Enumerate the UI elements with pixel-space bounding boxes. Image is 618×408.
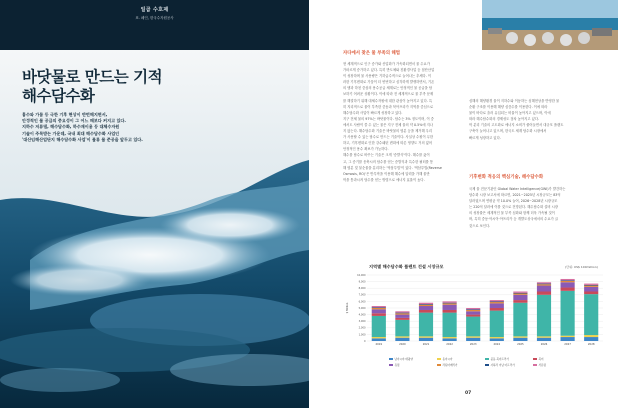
bar-segment	[490, 303, 504, 308]
bar-segment	[537, 286, 551, 292]
legend-label: 사하라 이남 아프리카	[490, 364, 515, 367]
desalination-plant-photo	[482, 0, 618, 50]
bar-segment	[584, 286, 598, 287]
bar-segment	[395, 336, 409, 337]
bar-segment	[584, 287, 598, 292]
body-line: 구축이 늘어나고 있으며, 한국도 세계 담수화 시장에서	[469, 129, 547, 134]
body-line: Osmosis, RO)'은 반투막을 이용해 해수에 압력을 가해 물만	[343, 171, 430, 176]
bar-segment	[537, 295, 551, 337]
body-line: 물이 바다로 흘러 유입되는 비율이 높아지고 있으며, 이에	[469, 111, 551, 116]
intro-line: 기술이 주목받는 가운데, 국내 최대 해수담수화 사업인	[22, 130, 120, 136]
bar-segment	[372, 316, 386, 337]
y-tick-label: 4,000	[358, 313, 366, 317]
bar-segment	[490, 302, 504, 303]
bar-segment	[395, 313, 409, 314]
bar-segment	[372, 337, 386, 338]
legend-swatch	[533, 364, 537, 367]
body-column-left	[343, 61, 479, 183]
bar-segment	[395, 313, 409, 314]
legend-label: 유럽	[394, 364, 400, 367]
body-line: 를 해결하기 위해 대체수자원에 대한 관심이 높아지고 있다. 특	[343, 98, 433, 103]
x-tick-label: 2026	[540, 343, 548, 346]
intro-line: 지하수 저류댐, 해수담수화, 하수재이용 등 대체수자원	[22, 124, 120, 130]
bar-segment	[419, 305, 433, 306]
x-tick-label: 2025	[517, 343, 524, 346]
bar-segment	[466, 308, 480, 309]
title-line: 해수담수화	[22, 87, 95, 105]
intro-line: 안정적인 물 공급의 중요성이 그 어느 때보다 커지고 있다.	[22, 118, 126, 124]
legend-swatch	[485, 364, 489, 367]
intro-line: 흉수와 가뭄 등 극한 기후 현상이 반번해지면서,	[22, 112, 108, 117]
legend-item	[437, 357, 453, 361]
body-line: 달러였으며 연평균 약 10.0% 늘어, 2026~2028년 시장규모	[469, 199, 558, 204]
body-line: 며, 특히 중동·아시아·아프리카 등 개발도상국에서의 수요가 클	[469, 217, 559, 222]
bar-segment	[513, 293, 527, 294]
body-line: 이 성장하며 물 사용량은 기하급수적으로 늘어나는 추세다. 이	[343, 74, 432, 79]
bar-segment	[537, 284, 551, 285]
body-line: 담수화 시장 보고서에 따르면, 2021~2025년 시장규모는 83억	[469, 193, 561, 198]
legend-item	[389, 357, 413, 361]
section-heading: 자다에서 찾은 물 부족의 해법	[343, 51, 401, 56]
legend-label: 북미	[538, 358, 544, 361]
body-line: 하고, 기후변화로 인한 강수패턴 변화에 따른 영향도 거의 없어	[343, 141, 433, 146]
bar-segment	[513, 338, 527, 341]
bar-segment	[395, 320, 409, 337]
bar-segment	[419, 304, 433, 305]
legend-item	[485, 363, 515, 367]
bar-segment	[513, 292, 527, 293]
bar-segment	[372, 307, 386, 308]
body-line: 막을 통과시켜 담수를 얻는 방법으로 에너지 효율이 높다.	[343, 177, 425, 182]
article-title	[22, 68, 162, 106]
bar-segment	[537, 282, 551, 283]
body-line: 가파르게 증가하고 있다. 특히 반도체와 친환경사업 등 첨단산업	[343, 68, 435, 73]
body-line: 해수를 담수로 바꾸는 기술은 크게 '증발식'이다. 해수를 끓이	[343, 153, 430, 158]
y-tick-label: 3,000	[358, 320, 366, 324]
bar-segment	[561, 337, 575, 341]
bar-segment	[443, 310, 457, 313]
body-line: 가 사용할 수 있는 담수로 만드는 기술이다. 사실상 수원이 무한	[343, 135, 434, 140]
bar-segment	[372, 309, 386, 313]
bar-segment	[537, 292, 551, 295]
bar-segment	[561, 288, 575, 291]
body-line: 심해의 해양환경 물이 지하수와 이동하는 심해현상을 반영한 물	[469, 99, 560, 103]
bar-segment	[372, 313, 386, 316]
legend-label: 서유럽	[538, 364, 547, 367]
y-tick-label: 5,000	[358, 306, 366, 310]
x-tick-label: 2020	[399, 343, 406, 346]
bar-segment	[561, 281, 575, 282]
legend-label: 남아시아·태평양	[394, 358, 413, 361]
chart-title: 지역별 해수담수화 플랜트 건설 시장규모	[369, 264, 444, 269]
bar-segment	[395, 318, 409, 320]
y-axis-label: $ Million	[346, 302, 349, 314]
bar-segment	[584, 284, 598, 285]
body-line: 의 댐과 하천 중심의 용수공급 체계로는 안정적인 물 공급을 담	[343, 86, 433, 91]
x-tick-label: 2028	[587, 343, 595, 346]
body-line: 국제 물 전문기관인 Global Water Intelligence(GWI)가 발간하는	[469, 187, 566, 191]
body-line: 빠르게 성장하고 있다.	[469, 135, 501, 140]
bar-segment	[584, 294, 598, 335]
bar-segment	[419, 313, 433, 337]
y-tick-label: 8,000	[358, 287, 366, 291]
y-tick-label: 9,000	[358, 280, 366, 284]
legend-label: 라틴아메리카	[442, 364, 458, 367]
body-line: 러한 기후변화로 가뭄이 더 빈번하고 심각하게 발생하면서, 기존	[343, 80, 435, 85]
bar-segment	[443, 338, 457, 341]
body-line: 는 220억 달러에 이를 것으로 전망된다. 해수담수화 설비 시장	[469, 205, 558, 210]
body-line: 에서도 사람이 쓸 수 있는 물은 지구 전체 물의 약 0.5%에 지나	[343, 122, 433, 127]
legend-label: 중동·북아프리카	[490, 358, 509, 361]
x-tick-label: 2024	[493, 343, 501, 346]
body-line: 따라 해수담수화의 경제성도 점차 높아지고 있다.	[469, 117, 539, 122]
bar-segment	[490, 338, 504, 341]
body-line: 해 염분 및 불순물을 분리하는 '역삼투법'이 있다. '역삼투법(Reverse	[343, 165, 442, 170]
legend-item	[533, 357, 544, 361]
legend-item	[485, 357, 509, 361]
bar-segment	[395, 311, 409, 312]
bar-segment	[513, 295, 527, 300]
bar-segment	[419, 336, 433, 337]
legend-label: 동아시아	[442, 358, 453, 361]
body-line: 현 세계적으로 인구 증가와 산업화가 가속화되면서 물 수요가	[343, 62, 430, 66]
y-tick-label: 6,000	[358, 300, 366, 304]
y-tick-label: 0	[363, 339, 366, 343]
bar-segment	[490, 337, 504, 338]
bar-segment	[372, 306, 386, 307]
body-line: 지구 전체 물의 97%는 바닷물이다. 담수는 3% 정도이며, 이 중	[343, 116, 434, 121]
legend-swatch	[437, 358, 441, 361]
legend-swatch	[533, 358, 537, 361]
bar-segment	[419, 306, 433, 310]
bar-segment	[513, 336, 527, 337]
x-tick-label: 2027	[564, 343, 571, 346]
legend-item	[437, 363, 458, 367]
body-line: 의 성장률은 세계적인 물 부족 심화와 함께 더욱 가속될 것이	[469, 211, 555, 216]
intro-line: '대산임해산업단지 해수담수화 사업'이 물류 물 준공을 앞두고 있다.	[22, 136, 143, 142]
bar-segment	[419, 338, 433, 341]
bar-segment	[537, 284, 551, 285]
page-number: 07	[465, 391, 472, 396]
bar-segment	[443, 303, 457, 304]
section-header	[0, 6, 309, 21]
bar-segment	[513, 293, 527, 294]
bar-segment	[584, 337, 598, 341]
bar-segment	[466, 309, 480, 310]
y-tick-label: 1,000	[358, 333, 366, 337]
section-subtitle: 표. 페인, 한국수자원공사	[135, 16, 174, 20]
bar-segment	[466, 310, 480, 311]
bar-segment	[395, 338, 409, 341]
y-tick-label: 10,000	[357, 273, 366, 277]
body-line: 히 지리적으로 물이 부족한 중동과 북아프리카 지역을 중심으로	[343, 104, 434, 109]
bar-segment	[466, 336, 480, 337]
bar-segment	[490, 311, 504, 337]
body-line: 지 않는다. 해수담수화 기술은 바닷물의 염분 등을 제거해 우리	[343, 129, 433, 134]
body-line: 해수담수화 사업이 빠르게 성장하고 있다.	[343, 110, 403, 115]
bar-segment	[443, 301, 457, 302]
bar-segment	[490, 300, 504, 301]
bar-segment	[419, 303, 433, 304]
x-tick-label: 2023	[469, 343, 477, 346]
bar-segment	[443, 303, 457, 304]
legend-swatch	[389, 358, 393, 361]
x-tick-label: 2022	[446, 343, 453, 346]
legend-item	[389, 363, 400, 367]
body-line: 것으로 보인다.	[469, 223, 491, 228]
bar-segment	[584, 292, 598, 295]
title-line: 바닷물로 만드는 기적	[22, 68, 163, 86]
body-column-right-bottom	[469, 186, 605, 229]
bar-segment	[443, 337, 457, 338]
bar-segment	[466, 311, 480, 314]
bar-segment	[561, 282, 575, 287]
bar-segment	[466, 315, 480, 317]
y-tick-label: 2,000	[358, 326, 366, 330]
body-line: 안정적인 용수 확보가 가능하다.	[343, 147, 389, 152]
right-page	[309, 0, 618, 408]
bar-segment	[513, 300, 527, 303]
bar-segment	[584, 335, 598, 337]
bar-segment	[537, 336, 551, 337]
body-line: 순환 구조를 이용해 해양 심층수를 이용한다. 이에 따라	[469, 105, 548, 110]
bar-segment	[372, 338, 386, 341]
section-title: 일곱 수호제	[140, 7, 169, 13]
chart-unit: (단위: US$ 100million)	[565, 265, 598, 269]
bar-segment	[490, 301, 504, 302]
bar-segment	[561, 279, 575, 280]
body-column-right-top	[469, 98, 605, 141]
bar-segment	[466, 317, 480, 337]
bar-segment	[419, 310, 433, 313]
body-line: 보하기 어려운 상황이다. 이에 따라 전 세계적으로 물 부족 문제	[343, 92, 434, 97]
legend-item	[533, 363, 546, 367]
bar-segment	[561, 291, 575, 336]
bar-segment	[443, 305, 457, 310]
bar-segment	[466, 338, 480, 341]
bar-segment	[537, 338, 551, 341]
bar-segment	[395, 315, 409, 318]
bar-segment	[584, 285, 598, 286]
stacked-bar-chart	[345, 271, 607, 351]
x-tick-label: 2019	[375, 343, 383, 346]
section-heading: 기후변화 적응의 핵심기술, 해수담수화	[469, 175, 544, 180]
legend-swatch	[437, 364, 441, 367]
bar-segment	[561, 280, 575, 281]
body-line: 막 분리 기술의 고도화로 에너지 소비가 줄어들면서 대규모 플랜트	[469, 123, 564, 128]
legend-swatch	[389, 364, 393, 367]
bar-segment	[561, 336, 575, 337]
bar-segment	[490, 308, 504, 311]
x-tick-label: 2021	[422, 343, 430, 346]
bar-segment	[513, 303, 527, 337]
y-tick-label: 7,000	[358, 293, 366, 297]
article-intro	[22, 112, 182, 143]
bar-segment	[443, 313, 457, 337]
bar-segment	[372, 308, 386, 309]
body-line: 고, 그 증기를 응축시켜 담수를 얻는 증발식과 특수한 필터를 통	[343, 159, 434, 164]
legend-swatch	[485, 358, 489, 361]
